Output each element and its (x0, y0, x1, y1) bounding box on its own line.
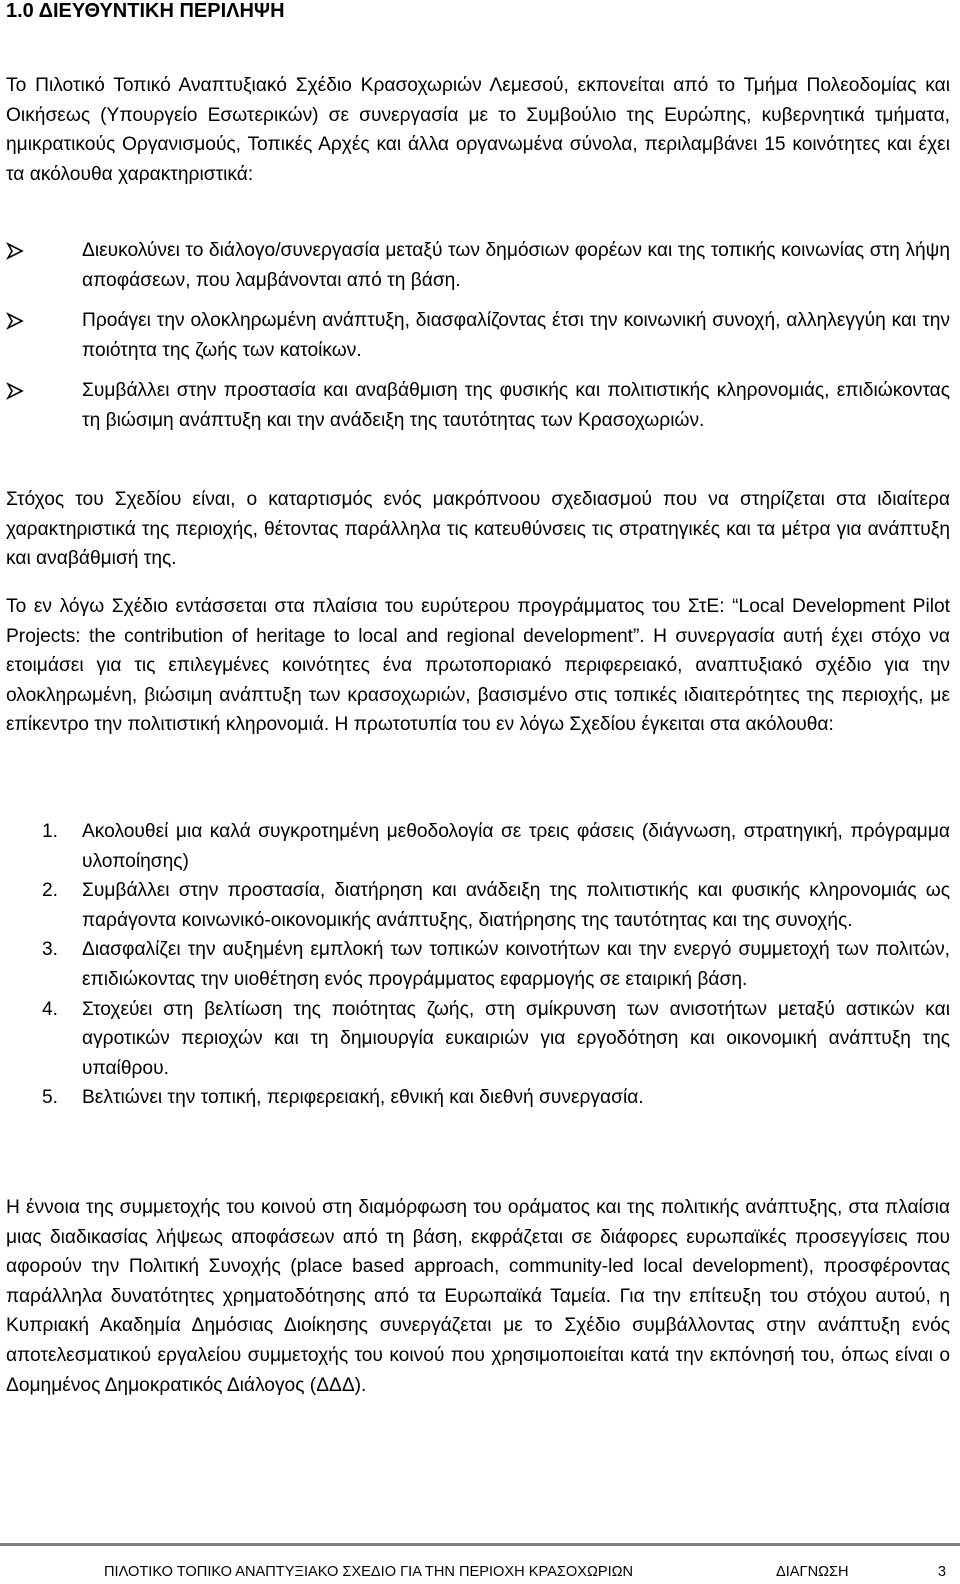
item-number: 4. (42, 998, 59, 1020)
list-item (6, 306, 950, 365)
participation-paragraph: Η έννοια της συμμετοχής του κοινού στη διαμόρφωση του οράματος και της πολιτικής ανάπτυξης, στα πλαίσια μιας διαδικασίας λήψεως αποφάσεων από τη βάση, εκφράζεται σε διάφορες ευρωπαϊκές προσεγγίσεις που αφορούν την Πολιτική Συνοχής (place based approach, community-led local development), προσφέροντας παράλληλα δυνατότητες χρηματοδότησης από τα Ευρωπαϊκά Ταμεία. Για την επίτευξη του στόχου αυτού, η Κυπριακή Ακαδημία Δημόσιας Διοίκησης συνεργάζεται με το Σχέδιο συμβάλλοντας στην ανάπτυξη ενός αποτελεσματικού εργαλείου συμμετοχής του κοινού που χρησιμοποιείται κατά την εκπόνησή του, όπως είναι ο Δομημένος Δημοκρατικός Διάλογος (ΔΔΔ). (6, 1197, 950, 1396)
characteristics-list (6, 236, 950, 447)
list-item (6, 236, 950, 295)
item-text: Βελτιώνει την τοπική, περιφερειακή, εθνική και διεθνή συνεργασία. (82, 1087, 644, 1109)
goal-paragraph: Στόχος του Σχεδίου είναι, ο καταρτισμός ενός μακρόπνοου σχεδιασμού που να στηρίζεται στα ιδιαίτερα χαρακτηριστικά της περιοχής, θέτοντας παράλληλα τις κατευθύνσεις τις στρατηγικές και τα μέτρα για ανάπτυξη και αναβάθμισή της. (6, 489, 950, 570)
item-number: 1. (42, 821, 59, 842)
list-item (6, 876, 950, 935)
arrow-bullet-icon (6, 312, 24, 330)
list-item (6, 995, 950, 1084)
intro-paragraph: Το Πιλοτικό Τοπικό Αναπτυξιακό Σχέδιο Κρασοχωριών Λεμεσού, εκπονείται από το Τμήμα Πολεοδομίας και Οικήσεως (Υπουργείο Εσωτερικών) σε συνεργασία με το Συμβούλιο της Ευρώπης, κυβερνητικά τμήματα, ημικρατικούς Οργανισμούς, Τοπικές Αρχές και άλλα οργανωμένα σύνολα, περιλαμβάνει 15 κοινότητες και έχει τα ακόλουθα χαρακτηριστικά: (6, 75, 950, 185)
item-text: Διασφαλίζει την αυξημένη εμπλοκή των τοπικών κοινοτήτων και την ενεργό συμμετοχή των πολιτών, επιδιώκοντας την υιοθέτηση ενός προγράμματος εφαρμογής σε εταιρική βάση. (82, 939, 950, 990)
item-text: Στοχεύει στη βελτίωση της ποιότητας ζωής, στη σμίκρυνση των ανισοτήτων μεταξύ αστικών και αγροτικών περιοχών και τη δημιουργία ευκαιριών για εργοδότηση και οικονομική ανάπτυξη της υπαίθρου. (82, 998, 950, 1079)
list-item (6, 817, 950, 876)
item-text: Ακολουθεί μια καλά συγκροτημένη μεθοδολογία σε τρεις φάσεις (διάγνωση, στρατηγική, πρόγραμμα υλοποίησης) (82, 821, 950, 872)
page-footer (104, 1560, 946, 1584)
originality-list (6, 817, 950, 1113)
arrow-bullet-icon (6, 242, 24, 260)
list-item (6, 935, 950, 994)
item-text: Συμβάλλει στην προστασία, διατήρηση και ανάδειξη της πολιτιστικής και φυσικής κληρονομιάς ως παράγοντα κοινωνικό-οικονομικής ανάπτυξης, διατήρησης της ταυτότητας και της συνοχής. (82, 880, 950, 931)
bullet-text: Διευκολύνει το διάλογο/συνεργασία μεταξύ των δημόσιων φορέων και της τοπικής κοινωνίας στη λήψη αποφάσεων, που λαμβάνονται από τη βάση. (82, 240, 950, 291)
framework-paragraph: Το εν λόγω Σχέδιο εντάσσεται στα πλαίσια του ευρύτερου προγράμματος του ΣτΕ: “Local Development Pilot Projects: the contribution of heritage to local and regional development”. Η συνεργασία αυτή έχει στόχο να ετοιμάσει για τις επιλεγμένες κοινότητες ένα πρωτοποριακό περιφερειακό, αναπτυξιακό σχέδιο για την ολοκληρωμένη, βιώσιμη ανάπτυξη των κρασοχωριών, βασισμένο στις τοπικές ιδιαιτερότητες της περιοχής, με επίκεντρο την πολιτιστική κληρονομιά. Η πρωτοτυπία του εν λόγω Σχεδίου έγκειται στα ακόλουθα: (6, 596, 950, 736)
section-heading: 1.0 ΔΙΕΥΘΥΝΤΙΚΗ ΠΕΡΙΛΗΨΗ (6, 0, 285, 22)
item-number: 5. (42, 1087, 59, 1109)
item-number: 3. (42, 939, 59, 961)
list-item (6, 1083, 950, 1113)
bullet-text: Συμβάλλει στην προστασία και αναβάθμιση της φυσικής και πολιτιστικής κληρονομιάς, επιδιώκοντας τη βιώσιμη ανάπτυξη και την ανάδειξη της ταυτότητας των Κρασοχωριών. (82, 380, 950, 431)
footer-document-title: ΠΙΛΟΤΙΚΟ ΤΟΠΙΚΟ ΑΝΑΠΤΥΞΙΑΚΟ ΣΧΕΔΙΟ ΓΙΑ ΤΗΝ ΠΕΡΙΟΧΗ ΚΡΑΣΟΧΩΡΙΩΝ (104, 1564, 634, 1580)
list-item (6, 376, 950, 435)
footer-section-name: ΔΙΑΓΝΩΣΗ (776, 1564, 849, 1580)
page-number: 3 (937, 1564, 946, 1580)
arrow-bullet-icon (6, 382, 24, 400)
item-number: 2. (42, 880, 59, 902)
footer-divider (0, 1543, 960, 1546)
bullet-text: Προάγει την ολοκληρωμένη ανάπτυξη, διασφαλίζοντας έτσι την κοινωνική συνοχή, αλληλεγγύη και την ποιότητα της ζωής των κατοίκων. (82, 310, 950, 361)
